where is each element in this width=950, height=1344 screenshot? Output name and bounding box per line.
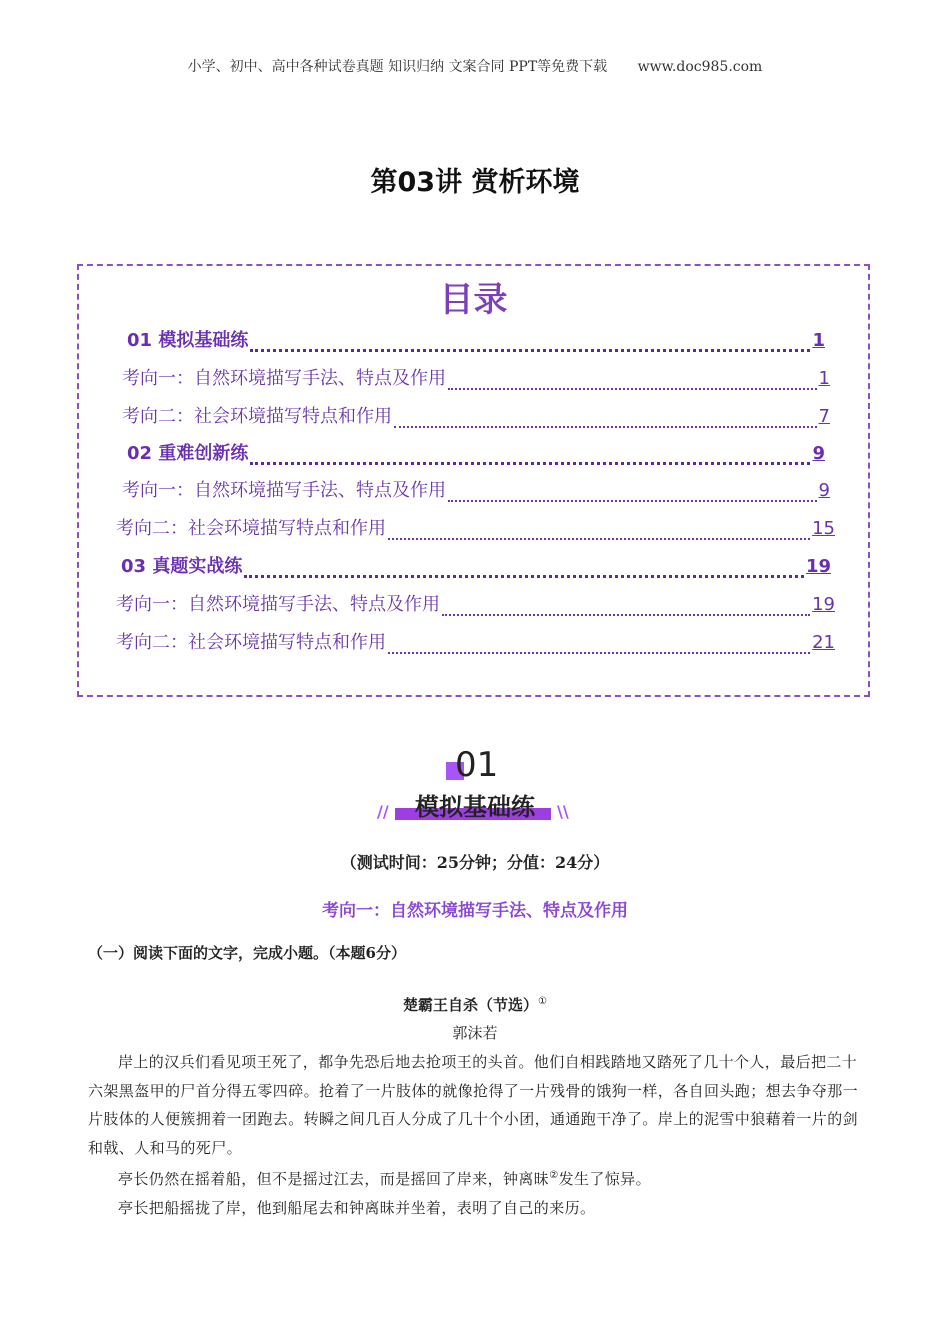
toc-item-page[interactable]: 9 bbox=[818, 480, 830, 501]
toc-item-label: 考向一：自然环境描写手法、特点及作用 bbox=[122, 368, 446, 389]
toc-item-label: 02 重难创新练 bbox=[127, 443, 249, 464]
section-slash-right: \\ bbox=[557, 802, 569, 821]
toc-item-label: 考向二：社会环境描写特点和作用 bbox=[116, 518, 386, 539]
toc-leader bbox=[250, 335, 810, 352]
header-text: 小学、初中、高中各种试卷真题 知识归纳 文案合同 PPT等免费下载 bbox=[187, 59, 608, 75]
passage-author: 郭沫若 bbox=[452, 1024, 498, 1042]
table-of-contents bbox=[77, 264, 870, 697]
toc-item-page[interactable]: 1 bbox=[818, 368, 830, 389]
toc-item-label: 考向二：社会环境描写特点和作用 bbox=[116, 632, 386, 653]
passage-text: 亭长仍然在摇着船，但不是摇过江去，而是摇回了岸来，钟离昧 bbox=[118, 1170, 550, 1188]
toc-item-page[interactable]: 9 bbox=[812, 443, 825, 464]
toc-item[interactable] bbox=[116, 594, 835, 616]
toc-leader bbox=[250, 448, 810, 465]
page-title: 第03讲 赏析环境 bbox=[370, 167, 580, 198]
toc-item[interactable] bbox=[116, 632, 835, 654]
passage-paragraph: 岸上的汉兵们看见项王死了，都争先恐后地去抢项王的头首。他们自相践踏地又踏死了几十个人，最后把二十六架黑盔甲的尸首分得五零四碎。抢着了一片肢体的就像抢得了一片残骨的饿狗一样，各自回头跑；想去争夺那一片肢体的人便簇拥着一团跑去。转瞬之间几百人分成了几十个小团，通通跑干净了。岸上的泥雪中狼藉着一片的剑和戟、人和马的死尸。 bbox=[88, 1053, 859, 1157]
toc-item-label: 考向一：自然环境描写手法、特点及作用 bbox=[122, 480, 446, 501]
toc-item-page[interactable]: 19 bbox=[812, 594, 835, 615]
toc-item-page[interactable]: 15 bbox=[812, 518, 835, 539]
header-url[interactable]: www.doc985.com bbox=[637, 59, 763, 75]
passage-title bbox=[0, 994, 950, 1015]
passage-title-note: ① bbox=[538, 996, 547, 1007]
toc-leader bbox=[388, 638, 810, 654]
toc-leader bbox=[244, 561, 804, 578]
topic-subheading: 考向一：自然环境描写手法、特点及作用 bbox=[322, 901, 628, 921]
toc-item-page[interactable]: 7 bbox=[818, 406, 830, 427]
toc-heading: 目录 bbox=[439, 280, 508, 320]
toc-item-label: 考向二：社会环境描写特点和作用 bbox=[122, 406, 392, 427]
section-number: 01 bbox=[455, 745, 499, 785]
passage-paragraph: 亭长把船摇拢了岸，他到船尾去和钟离昧并坐着，表明了自己的来历。 bbox=[118, 1198, 596, 1217]
toc-item[interactable] bbox=[127, 330, 825, 352]
toc-item-page[interactable]: 19 bbox=[805, 556, 831, 577]
toc-leader bbox=[448, 374, 817, 390]
passage-title-text: 楚霸王自杀（节选） bbox=[403, 996, 539, 1014]
toc-leader bbox=[448, 486, 817, 502]
toc-item-label: 考向一：自然环境描写手法、特点及作用 bbox=[116, 594, 440, 615]
toc-leader bbox=[442, 600, 810, 616]
toc-item-page[interactable]: 1 bbox=[812, 330, 825, 351]
toc-item-label: 03 真题实战练 bbox=[121, 556, 243, 577]
section-name: 模拟基础练 bbox=[415, 793, 535, 821]
toc-item[interactable] bbox=[116, 518, 835, 540]
toc-item[interactable] bbox=[122, 480, 830, 502]
page-header bbox=[0, 56, 950, 76]
footnote-marker: ② bbox=[549, 1170, 559, 1181]
passage-text: 发生了惊异。 bbox=[558, 1170, 651, 1188]
toc-item-label: 01 模拟基础练 bbox=[127, 330, 249, 351]
test-info: （测试时间：25分钟；分值：24分） bbox=[340, 853, 610, 872]
passage-body bbox=[88, 1048, 858, 1222]
section-slash-left: // bbox=[377, 802, 389, 821]
toc-item[interactable] bbox=[122, 406, 830, 428]
passage-paragraph bbox=[88, 1162, 858, 1194]
toc-leader bbox=[394, 412, 817, 428]
toc-item[interactable] bbox=[127, 443, 825, 465]
toc-item[interactable] bbox=[121, 556, 831, 578]
question-heading: （一）阅读下面的文字，完成小题。（本题6分） bbox=[88, 944, 406, 962]
toc-leader bbox=[388, 524, 810, 540]
toc-item[interactable] bbox=[122, 368, 830, 390]
toc-item-page[interactable]: 21 bbox=[812, 632, 835, 653]
